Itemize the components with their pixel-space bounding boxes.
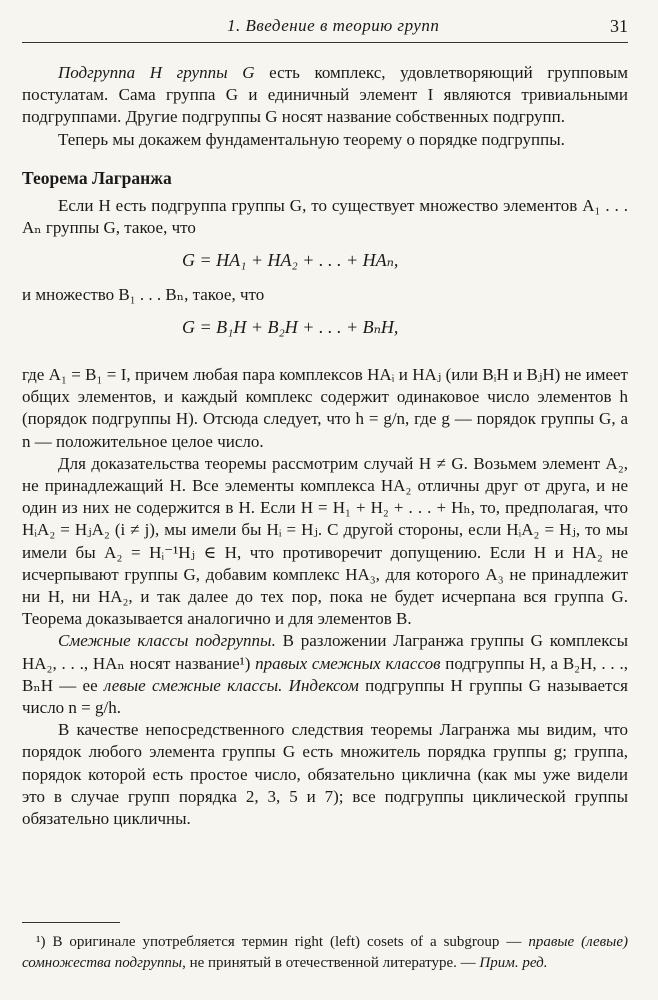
footnote-editor-note: Прим. ред. xyxy=(479,954,548,971)
paragraph-intro-theorem: Теперь мы докажем фундаментальную теорему о порядке подгруппы. xyxy=(58,129,565,149)
paragraph-theorem-conclusion: где A₁ = B₁ = I, причем любая пара комплексов HAᵢ и HAⱼ (или BᵢH и BⱼH) не имеет общих элементов, и каждый комплекс содержит одинаковое число элементов h (порядок подгруппы H). Отсюда следует, что h = g/n, где g — порядок группы G, а n — положительное целое число. xyxy=(22,365,628,451)
term-left-cosets: левые смежные классы. xyxy=(103,675,283,695)
footnote xyxy=(22,932,628,973)
paragraph-subgroup-definition xyxy=(22,62,628,129)
paragraph-proof: Для доказательства теоремы рассмотрим случай H ≠ G. Возьмем элемент A₂, не принадлежащий H. Все элементы комплекса HA₂ отличны друг от друга, и не один из них не содержится в H. Если H = H₁ + H₂ + . . . + Hₕ, то, предполагая, что HᵢA₂ = HⱼA₂ (i ≠ j), мы имели бы Hᵢ = Hⱼ. С другой стороны, если HᵢA₂ = Hⱼ, то мы имели бы A₂ = Hᵢ⁻¹Hⱼ ∈ H, что противоречит допущению. Если H и HA₂ не исчерпывают группы G, добавим комплекс HA₃, для которого A₃ не принадлежит ни H, ни HA₂, и так далее до тех пор, пока не будет исчерпана вся группа G. Теорема доказывается аналогично и для элементов B. xyxy=(22,453,628,629)
body-text xyxy=(22,62,628,830)
page-number: 31 xyxy=(610,16,628,36)
paragraph-theorem-statement-2: и множество B₁ . . . Bₙ, такое, что xyxy=(22,284,265,304)
term-subgroup: Подгруппа H группы G xyxy=(58,63,255,82)
paragraph-corollary: В качестве непосредственного следствия теоремы Лагранжа мы видим, что порядок любого элемента группы G есть множитель порядка группы g; группа, порядок которой есть простое число, обязательно циклична (как мы уже видели это в случае групп порядка 2, 3, 5 и 7); все подгруппы циклической группы обязательно цикличны. xyxy=(22,720,628,829)
running-head xyxy=(22,12,628,43)
paragraph-text: подгруппы H, а B₂H, . . ., BₙH — ее xyxy=(22,653,628,695)
footnote-text: , не принятый в отечественной литературе. — xyxy=(182,954,480,971)
footnote-text: ¹) В оригинале употребляется термин right (left) cosets of a subgroup — xyxy=(36,934,529,950)
paragraph-text: В разложении Лагранжа группы G комплексы HA₂, . . ., HAₙ носят название¹) xyxy=(22,631,629,673)
running-title: 1. Введение в теорию групп xyxy=(227,16,440,35)
paragraph-cosets xyxy=(22,630,628,719)
footnote-term: правые (левые) сомножества подгруппы xyxy=(22,934,628,971)
cosets-title: Смежные классы подгруппы. xyxy=(58,631,276,651)
paragraph-text: подгруппы H группы G называется число n = g/h. xyxy=(22,675,628,718)
paragraph-theorem-statement: Если H есть подгруппа группы G, то существует множество элементов A₁ . . . Aₙ группы G, такое, что xyxy=(22,196,628,238)
footnote-divider xyxy=(22,922,120,923)
paragraph-text: есть комплекс, удовлетворяющий групповым постулатам. Сама группа G и единичный элемент I являются тривиальными подгруппами. Другие подгруппы G носят название собственных подгрупп. xyxy=(22,63,628,127)
theorem-heading: Теорема Лагранжа xyxy=(22,167,172,188)
term-index: Индексом xyxy=(288,675,359,695)
formula-left-decomposition: G = B₁H + B₂H + . . . + BₙH, xyxy=(182,316,399,337)
formula-right-decomposition: G = HA₁ + HA₂ + . . . + HAₙ, xyxy=(182,250,399,271)
term-right-cosets: правых смежных классов xyxy=(255,653,441,673)
